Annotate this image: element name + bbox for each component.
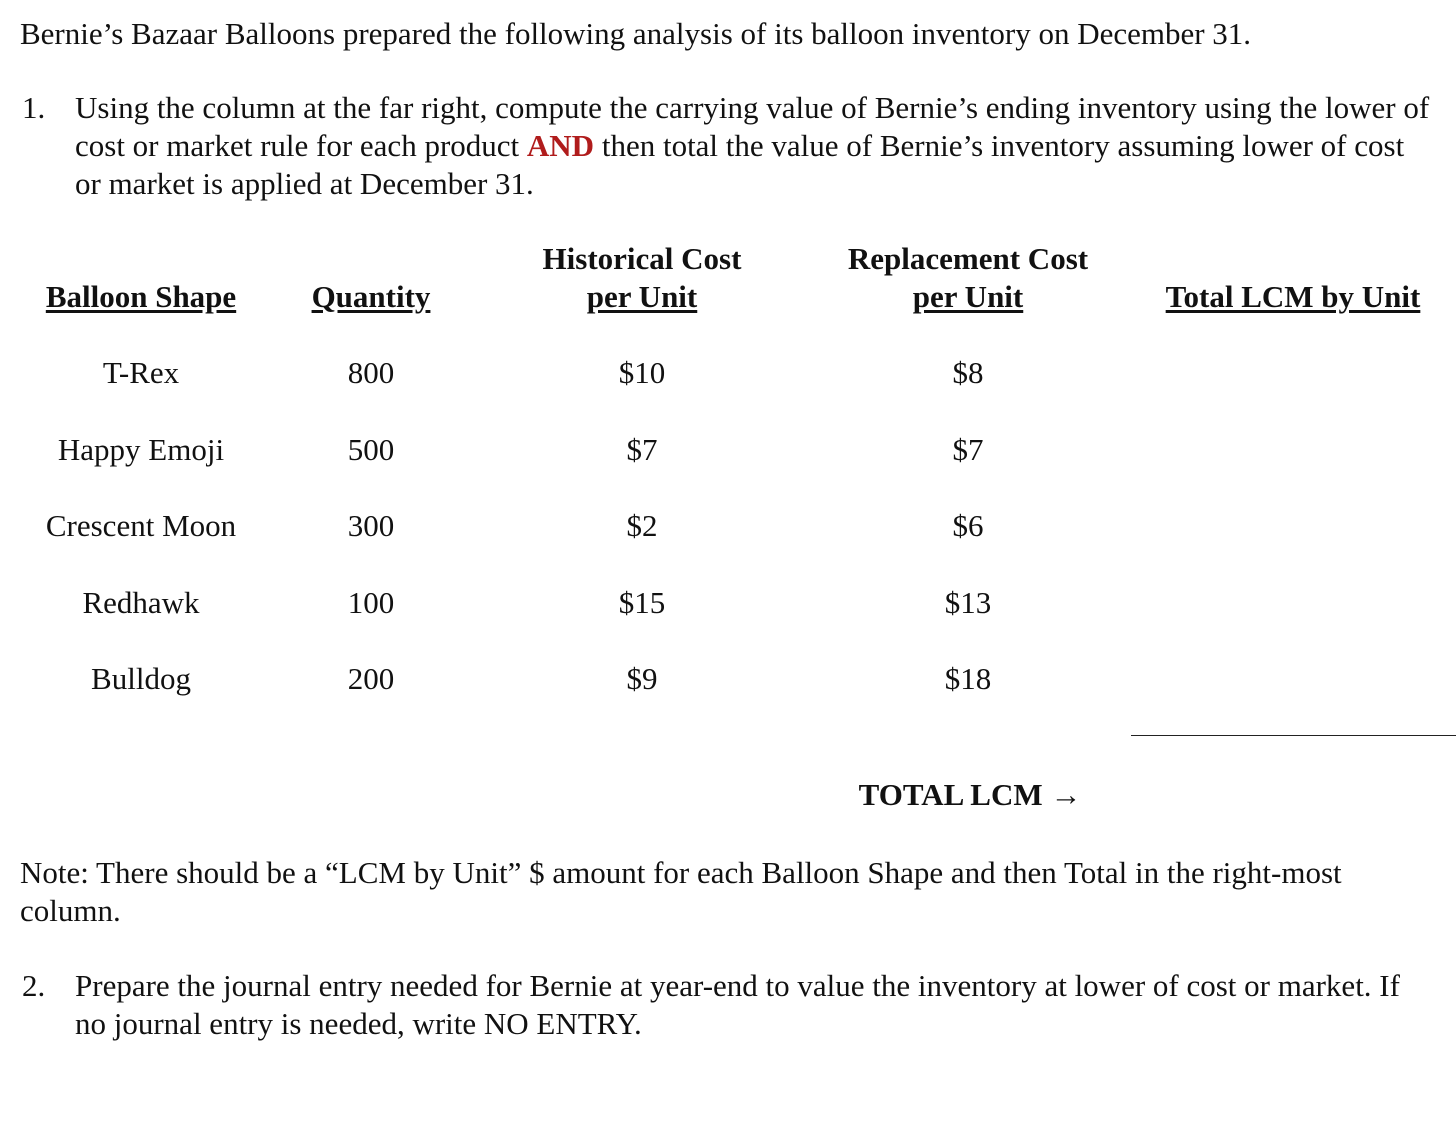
row-3-quantity: 300 [347,508,395,543]
total-lcm-label: TOTAL LCM → [858,777,1082,812]
header-historical-cost-line2: per Unit [586,279,698,314]
row-5-historical-cost: $9 [626,661,658,696]
row-2-historical-cost: $7 [626,432,658,467]
question-1-number: 1. [22,90,46,125]
header-replacement-cost-line2: per Unit [912,279,1024,314]
row-5-shape: Bulldog [91,661,191,696]
header-replacement-cost [818,240,1118,316]
question-1-text [75,89,1435,203]
row-1-quantity: 800 [347,355,395,390]
row-4-quantity: 100 [347,585,395,620]
question-2-text: Prepare the journal entry needed for Bernie at year-end to value the inventory at lower of cost or market. If no journal entry is needed, write NO ENTRY. [75,968,1400,1041]
question-2-number: 2. [22,968,46,1003]
row-4-historical-cost: $15 [618,585,666,620]
row-2-quantity: 500 [347,432,395,467]
note-paragraph: Note: There should be a “LCM by Unit” $ amount for each Balloon Shape and then Total in the right-most column. [20,855,1342,928]
question-1-emphasis: AND [526,128,595,163]
row-3-replacement-cost: $6 [952,508,984,543]
question-1-text-after: then total the value of Bernie’s inventory assuming lower of cost or market is applied at December 31. [75,128,1405,201]
header-total-lcm-label: Total LCM by Unit [1165,279,1421,314]
row-3-historical-cost: $2 [626,508,658,543]
header-total-lcm-by-unit [1140,278,1446,316]
header-balloon-shape-label: Balloon Shape [45,279,237,314]
row-4-replacement-cost: $13 [944,585,992,620]
row-2-replacement-cost: $7 [952,432,984,467]
row-4-shape: Redhawk [82,585,200,620]
row-2-shape: Happy Emoji [57,432,225,467]
row-1-replacement-cost: $8 [952,355,984,390]
header-balloon-shape [20,278,262,316]
row-5-replacement-cost: $18 [944,661,992,696]
header-replacement-cost-line1: Replacement Cost [847,241,1089,276]
row-3-shape: Crescent Moon [45,508,237,543]
header-quantity [290,278,452,316]
total-underline [1131,735,1456,736]
header-historical-cost-line1: Historical Cost [542,241,742,276]
row-1-shape: T-Rex [102,355,180,390]
intro-paragraph: Bernie’s Bazaar Balloons prepared the following analysis of its balloon inventory on December 31. [20,16,1252,51]
row-5-quantity: 200 [347,661,395,696]
question-1-text-before: Using the column at the far right, compute the carrying value of Bernie’s ending inventory using the lower of cost or market rule for each product [75,90,1430,163]
header-historical-cost [522,240,762,316]
header-quantity-label: Quantity [311,279,431,314]
row-1-historical-cost: $10 [618,355,666,390]
